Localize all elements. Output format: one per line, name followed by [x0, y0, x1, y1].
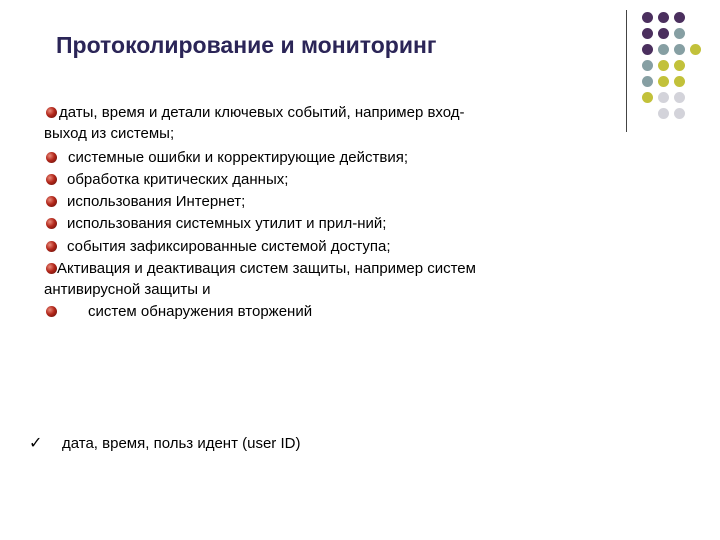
- bullet-item-text: использования системных утилит и прил-ний;: [67, 215, 387, 232]
- bullet-icon: [46, 152, 57, 163]
- bullet-icon: [46, 306, 57, 317]
- bullet-item-text: Активация и деактивация систем защиты, например систем: [57, 260, 476, 277]
- bullet-icon: [46, 263, 57, 274]
- bullet-icon: [46, 107, 57, 118]
- checkmark-icon: ✓: [29, 435, 43, 452]
- bullet-item-text: системные ошибки и корректирующие действия;: [68, 149, 409, 166]
- slide-title: Протоколирование и мониторинг: [56, 32, 437, 58]
- bullet-item-text-continued: антивирусной защиты и: [44, 281, 211, 298]
- bullet-item-text: обработка критических данных;: [67, 171, 289, 188]
- bullet-item-text-continued: выход из системы;: [44, 125, 175, 142]
- bullet-item-text: даты, время и детали ключевых событий, например вход-: [59, 104, 465, 121]
- bullet-item-text: систем обнаружения вторжений: [88, 303, 313, 320]
- checklist-item-text: дата, время, польз идент (user ID): [62, 435, 301, 452]
- bullet-item-text: использования Интернет;: [67, 193, 246, 210]
- bullet-icon: [46, 196, 57, 207]
- bullet-icon: [46, 241, 57, 252]
- bullet-icon: [46, 174, 57, 185]
- bullet-item-text: события зафиксированные системой доступа;: [67, 238, 391, 255]
- bullet-icon: [46, 218, 57, 229]
